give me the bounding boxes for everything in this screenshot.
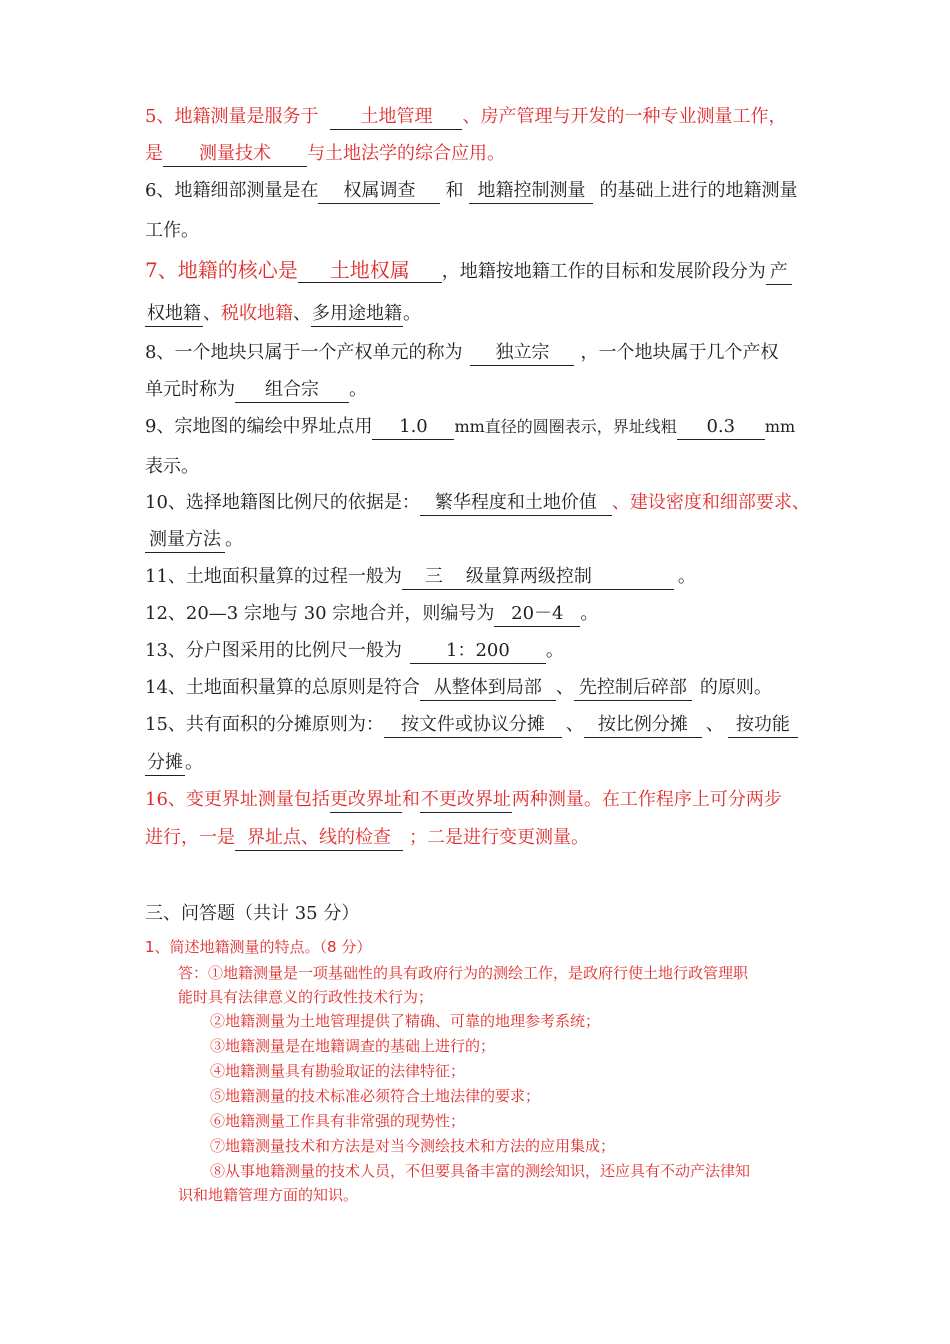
question-9-line-1: 9、宗地图的编绘中界址点用 1.0 mm直径的圆圈表示，界址线粗 0.3 mm (145, 414, 795, 440)
blank-q11-1: 三 (402, 565, 466, 590)
question-15-line-2: 分摊 。 (145, 750, 203, 776)
blank-q7-2b: 权地籍 (145, 302, 203, 327)
question-9-line-2: 表示。 (145, 456, 199, 477)
qa1-point-5: ⑤地籍测量的技术标准必须符合土地法律的要求； (210, 1087, 541, 1105)
question-11-line: 11、土地面积量算的过程一般为 三 级量算两级控制 。 (145, 564, 696, 590)
question-16-line-2: 进行，一是 界址点、线的检查 ；二是进行变更测量。 (145, 825, 589, 851)
blank-q6-2: 地籍控制测量 (469, 179, 593, 204)
blank-q6-1: 权属调查 (318, 179, 440, 204)
qa1-answer-line-2: 能时具有法律意义的行政性技术行为； (178, 988, 434, 1006)
blank-q15-1: 按文件或协议分摊 (384, 713, 562, 738)
question-12-line: 12、20—3 宗地与 30 宗地合并，则编号为 20－4 。 (145, 601, 598, 627)
question-6-line-1: 6、地籍细部测量是在 权属调查 和 地籍控制测量 的基础上进行的地籍测量 (145, 178, 797, 204)
blank-q10-3: 测量方法 (145, 528, 225, 553)
blank-q8-1: 独立宗 (470, 341, 574, 366)
question-15-line-1: 15、共有面积的分摊原则为： 按文件或协议分摊 、 按比例分摊 、 按功能 (145, 712, 798, 738)
qa1-answer-line-1: 答：①地籍测量是一项基础性的具有政府行为的测绘工作，是政府行使土地行政管理职 (178, 964, 749, 982)
blank-q15-2: 按比例分摊 (584, 713, 702, 738)
qa1-point-7: ⑦地籍测量技术和方法是对当今测绘技术和方法的应用集成； (210, 1137, 616, 1155)
blank-q7-1: 土地权属 (298, 258, 442, 283)
blank-q5-1: 土地管理 (330, 105, 462, 130)
question-8-line-2: 单元时称为 组合宗 。 (145, 377, 367, 403)
blank-q14-1: 从整体到局部 (420, 676, 556, 701)
question-6-line-2: 工作。 (145, 220, 199, 241)
question-7-line-1: 7、地籍的核心是 土地权属 ，地籍按地籍工作的目标和发展阶段分为 产 (145, 257, 792, 285)
section-3-title: 三、问答题（共计 35 分） (145, 903, 360, 924)
question-5-line-1: 5、地籍测量是服务于 土地管理 、房产管理与开发的一种专业测量工作， (145, 104, 786, 130)
question-13-line: 13、分户图采用的比例尺一般为 1：200 。 (145, 638, 564, 664)
blank-q16-1: 更改界址 (330, 788, 402, 813)
blank-q10-1: 繁华程度和土地价值 (420, 491, 612, 516)
blank-q8-2: 组合宗 (235, 378, 349, 403)
question-7-line-2: 权地籍 、税收地籍、多用途地籍。 (145, 301, 421, 327)
question-14-line: 14、土地面积量算的总原则是符合 从整体到局部 、 先控制后碎部 的原则。 (145, 675, 772, 701)
blank-q16-2: 不更改界址 (420, 788, 512, 813)
blank-q7-4: 多用途地籍 (311, 302, 403, 327)
qa1-point-6: ⑥地籍测量工作具有非常强的现势性； (210, 1112, 466, 1130)
question-8-line-1: 8、一个地块只属于一个产权单元的称为 独立宗 ，一个地块属于几个产权 (145, 340, 778, 366)
blank-q5-2: 测量技术 (163, 142, 307, 167)
question-16-line-1: 16、变更界址测量包括更改界址和不更改界址两种测量。在工作程序上可分两步 (145, 787, 782, 813)
question-10-line-1: 10、选择地籍图比例尺的依据是： 繁华程度和土地价值 、建设密度和细部要求、 (145, 490, 810, 516)
qa1-point-8-line-1: ⑧从事地籍测量的技术人员，不但要具备丰富的测绘知识，还应具有不动产法律知 (210, 1162, 751, 1180)
blank-q15-3a: 按功能 (728, 713, 798, 738)
blank-q7-2a: 产 (766, 260, 792, 285)
blank-q11-2: 控制 (556, 565, 674, 590)
blank-q14-2: 先控制后碎部 (574, 676, 692, 701)
question-10-line-2: 测量方法 。 (145, 527, 243, 553)
blank-q13-1: 1：200 (410, 639, 546, 664)
blank-q16-3: 界址点、线的检查 (235, 826, 403, 851)
qa1-question: 1、简述地籍测量的特点。（8 分） (145, 938, 372, 956)
question-5-line-2: 是 测量技术 与土地法学的综合应用。 (145, 141, 505, 167)
qa1-point-3: ③地籍测量是在地籍调查的基础上进行的； (210, 1037, 496, 1055)
blank-q15-3b: 分摊 (145, 751, 185, 776)
blank-q9-2: 0.3 (677, 415, 765, 440)
qa1-point-4: ④地籍测量具有勘验取证的法律特征； (210, 1062, 466, 1080)
blank-q12-1: 20－4 (494, 602, 580, 627)
blank-q9-1: 1.0 (372, 415, 454, 440)
qa1-point-2: ②地籍测量为土地管理提供了精确、可靠的地理参考系统； (210, 1012, 601, 1030)
qa1-point-8-line-2: 识和地籍管理方面的知识。 (178, 1186, 359, 1204)
